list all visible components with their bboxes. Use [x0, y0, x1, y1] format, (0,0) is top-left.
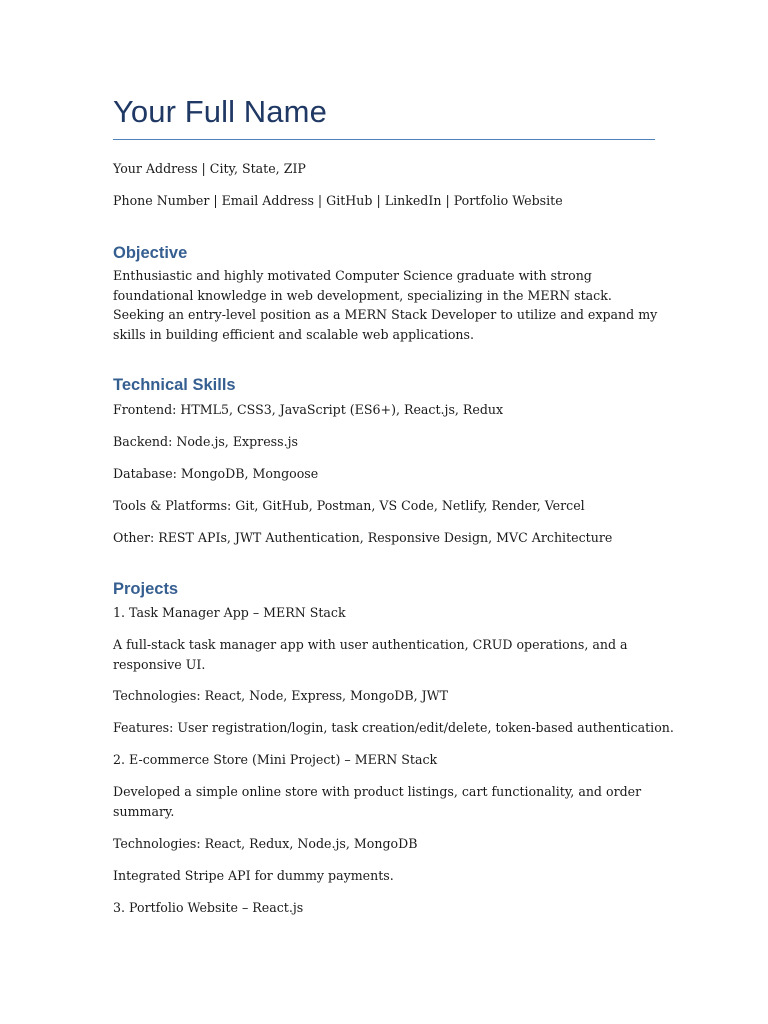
skill-tools: Tools & Platforms: Git, GitHub, Postman, VS Code, Netlify, Render, Vercel [113, 498, 585, 513]
contact-line: Phone Number | Email Address | GitHub | LinkedIn | Portfolio Website [113, 193, 563, 208]
project-1-features: Features: User registration/login, task creation/edit/delete, token-based authentication. [113, 720, 674, 735]
skill-database: Database: MongoDB, Mongoose [113, 466, 319, 481]
skill-other: Other: REST APIs, JWT Authentication, Responsive Design, MVC Architecture [113, 530, 613, 545]
project-2-payments: Integrated Stripe API for dummy payments. [113, 868, 394, 883]
project-3-title: 3. Portfolio Website – React.js [113, 900, 304, 915]
skills-heading: Technical Skills [113, 376, 236, 394]
project-2-description: Developed a simple online store with product listings, cart functionality, and order summary. [113, 784, 642, 819]
objective-text: Enthusiastic and highly motivated Computer Science graduate with strong foundational knowledge in web development, specializing in the MERN stack. Seeking an entry-level position as a MERN Stack Developer to utilize and expand my skills in building efficient and scalable web applications. [113, 268, 658, 342]
title-divider [113, 139, 655, 140]
objective-heading: Objective [113, 244, 188, 262]
skill-backend: Backend: Node.js, Express.js [113, 434, 298, 449]
full-name: Your Full Name [113, 94, 327, 129]
address-line: Your Address | City, State, ZIP [113, 161, 306, 176]
project-1-description: A full-stack task manager app with user authentication, CRUD operations, and a responsive UI. [113, 637, 628, 672]
project-1-technologies: Technologies: React, Node, Express, MongoDB, JWT [113, 688, 449, 703]
skill-frontend: Frontend: HTML5, CSS3, JavaScript (ES6+), React.js, Redux [113, 402, 504, 417]
project-1-title: 1. Task Manager App – MERN Stack [113, 605, 346, 620]
projects-heading: Projects [113, 580, 179, 598]
project-2-technologies: Technologies: React, Redux, Node.js, MongoDB [113, 836, 418, 851]
project-2-title: 2. E-commerce Store (Mini Project) – MERN Stack [113, 752, 438, 767]
